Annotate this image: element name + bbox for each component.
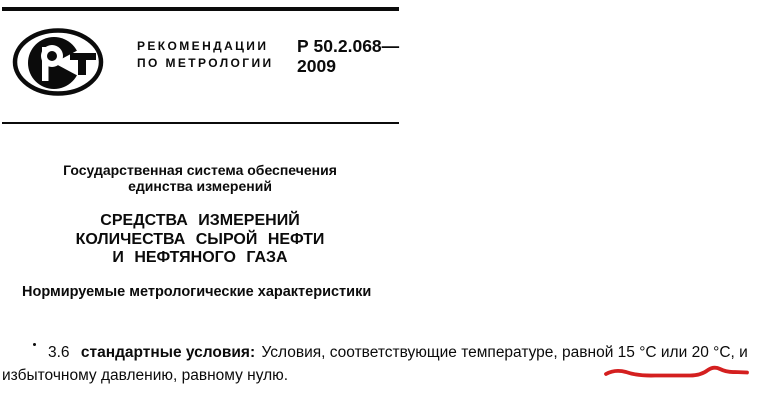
gsi-heading-line1: Государственная система обеспечения [63,162,337,178]
header-divider-rule [2,122,399,124]
document-title-line1: СРЕДСТВА ИЗМЕРЕНИЙ [100,212,300,229]
clause-definition-line1: Условия, соответствующие температуре, равной 15 °С или 20 °С, и [261,344,748,361]
gsi-heading-line2: единства измерений [128,177,272,194]
document-subtitle: Нормируемые метрологические характеристики [22,284,372,300]
document-title-line3: И НЕФТЯНОГО ГАЗА [112,249,288,266]
clause-3-6 [2,341,756,387]
top-rule [2,7,399,11]
doc-category-line2: ПО МЕТРОЛОГИИ [137,56,274,70]
doc-code [297,36,399,76]
document-title-line2: КОЛИЧЕСТВА СЫРОЙ НЕФТИ [75,230,325,248]
doc-category [137,38,274,72]
gsi-heading [0,163,400,194]
clause-term: стандартные условия: [80,344,256,361]
doc-code-line2: 2009 [297,56,336,76]
rst-logo-icon [12,27,104,97]
document-title [0,212,400,268]
clause-definition-line2: избыточному давлению, равному нулю. [2,367,289,384]
clause-number: 3.6 [48,344,70,361]
doc-code-line1: Р 50.2.068— [297,36,400,56]
doc-category-line1: РЕКОМЕНДАЦИИ [137,39,269,53]
clause-line1 [2,341,756,364]
